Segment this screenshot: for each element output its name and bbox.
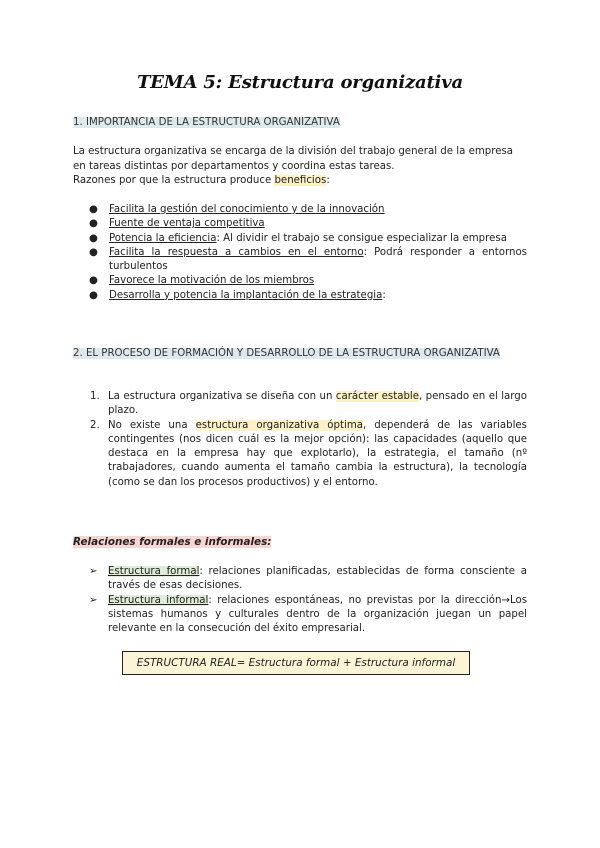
bullet-icon: ● bbox=[89, 246, 98, 258]
highlight-estructura-optima: estructura organizativa óptima bbox=[195, 419, 364, 431]
arrow-bullet-icon: ➢ bbox=[89, 566, 98, 577]
term-formal: Estructura formal bbox=[108, 566, 200, 577]
relations-heading: Relaciones formales e informales: bbox=[73, 536, 272, 548]
list-item: ➢ Estructura formal: relaciones planificadas, establecidas de forma consciente a través de esas decisiones. bbox=[89, 566, 527, 592]
list-item: ● Facilita la respuesta a cambios en el entorno: Podrá responder a entornos turbulentos bbox=[89, 246, 527, 273]
bullet-icon: ● bbox=[89, 204, 98, 215]
arrow-bullet-icon: ➢ bbox=[89, 594, 98, 606]
list-item: 2. No existe una estructura organizativa óptima, dependerá de las variables contingentes (nos dicen cuál es la mejor opción): las capacidades (aquello que destaca en la empresa hay que explotarlo), la estrategia, el tamaño (nº trabajadores, cuando aumenta el tamaño cambia la estructura), la tecnología (como se dan los procesos productivos) y el entorno. bbox=[90, 419, 527, 488]
list-item: ➢ Estructura informal: relaciones espontáneas, no previstas por la dirección→Los sistemas humanos y culturales dentro de la organización juegan un papel relevante en la consecución del éxito empresarial. bbox=[89, 594, 527, 635]
formation-list bbox=[73, 390, 527, 490]
section-1-paragraph: La estructura organizativa se encarga de la división del trabajo general de la empresa en tareas distintas por departamentos y coordina estas tareas. Razones por que la estructura produce beneficios: bbox=[73, 146, 514, 186]
highlight-caracter-estable: carácter estable bbox=[335, 391, 420, 402]
list-item: 1. La estructura organizativa se diseña con un carácter estable, pensado en el largo plazo. bbox=[90, 391, 527, 417]
page-title: TEMA 5: Estructura organizativa bbox=[137, 72, 463, 93]
bullet-icon: ● bbox=[89, 232, 98, 244]
list-item: ● Favorece la motivación de los miembros bbox=[73, 274, 527, 288]
term-informal: Estructura informal bbox=[108, 594, 209, 606]
list-item: ● Facilita la gestión del conocimiento y de la innovación bbox=[73, 203, 527, 217]
bullet-icon: ● bbox=[89, 289, 98, 301]
bullet-icon: ● bbox=[89, 218, 98, 230]
section-2-heading: 2. EL PROCESO DE FORMACIÓN Y DESARROLLO DE LA ESTRUCTURA ORGANIZATIVA bbox=[73, 348, 500, 359]
relations-list bbox=[73, 565, 527, 636]
benefits-list bbox=[73, 203, 527, 303]
list-item: ● Potencia la eficiencia: Al dividir el trabajo se consigue especializar la empresa bbox=[73, 232, 527, 246]
bullet-icon: ● bbox=[89, 275, 98, 287]
list-item: ● Fuente de ventaja competitiva bbox=[73, 217, 527, 231]
highlight-beneficios: beneficios bbox=[274, 175, 327, 186]
list-item: ● Desarrolla y potencia la implantación de la estrategia: bbox=[73, 289, 527, 303]
section-1-heading: 1. IMPORTANCIA DE LA ESTRUCTURA ORGANIZATIVA bbox=[73, 117, 340, 128]
summary-box: ESTRUCTURA REAL= Estructura formal + Estructura informal bbox=[122, 651, 470, 675]
